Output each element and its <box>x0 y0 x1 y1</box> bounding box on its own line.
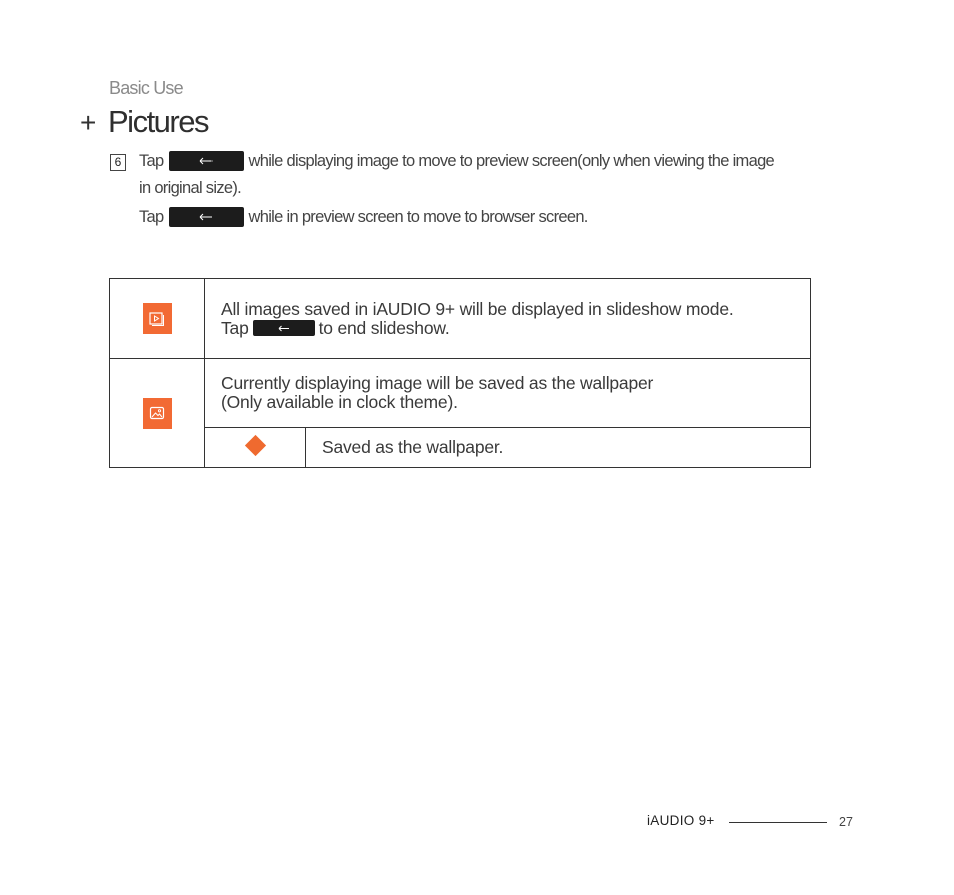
wallpaper-button[interactable] <box>143 398 172 429</box>
footer-brand: iAUDIO 9+ <box>647 813 715 828</box>
wallpaper-icon <box>149 406 165 420</box>
slideshow-line-1: All images saved in iAUDIO 9+ will be displayed in slideshow mode. <box>221 298 734 319</box>
tap-label: Tap <box>139 151 164 170</box>
table-row <box>110 359 811 428</box>
page-number: 27 <box>839 815 853 829</box>
step-line-3 <box>139 207 588 227</box>
title-plus: + <box>80 107 97 138</box>
step-line-1-text: while displaying image to move to preview screen(only when viewing the image <box>248 151 775 170</box>
step-line-2: in original size). <box>139 179 242 197</box>
tap-label: Tap <box>139 207 164 226</box>
slideshow-icon <box>149 312 165 326</box>
step-number: 6 <box>110 154 126 171</box>
slideshow-description <box>205 279 811 359</box>
table-row <box>110 279 811 359</box>
back-arrow-icon <box>199 213 213 221</box>
slideshow-line-2-text: to end slideshow. <box>318 317 450 338</box>
function-table <box>109 278 811 468</box>
wallpaper-line-2: (Only available in clock theme). <box>221 392 458 412</box>
back-arrow-icon <box>278 325 290 332</box>
tap-label: Tap <box>221 317 249 338</box>
step-line-1 <box>139 151 774 171</box>
table-row <box>110 428 811 468</box>
icon-cell <box>110 359 205 468</box>
back-arrow-icon <box>199 157 213 165</box>
page-title: Pictures <box>108 104 208 139</box>
footer-divider <box>729 822 827 823</box>
confirm-icon-cell <box>205 428 306 468</box>
back-button[interactable] <box>169 207 244 227</box>
back-button[interactable] <box>253 320 315 336</box>
section-label: Basic Use <box>109 78 183 98</box>
wallpaper-line-1: Currently displaying image will be saved as the wallpaper <box>221 373 654 393</box>
slideshow-line-2 <box>221 319 794 338</box>
wallpaper-description <box>205 359 811 428</box>
back-button[interactable] <box>169 151 244 171</box>
step-line-3-text: while in preview screen to move to browser screen. <box>248 207 588 226</box>
icon-cell <box>110 279 205 359</box>
slideshow-button[interactable] <box>143 303 172 334</box>
confirm-diamond-icon <box>244 435 265 456</box>
wallpaper-result: Saved as the wallpaper. <box>306 428 811 468</box>
title-row <box>80 104 208 140</box>
